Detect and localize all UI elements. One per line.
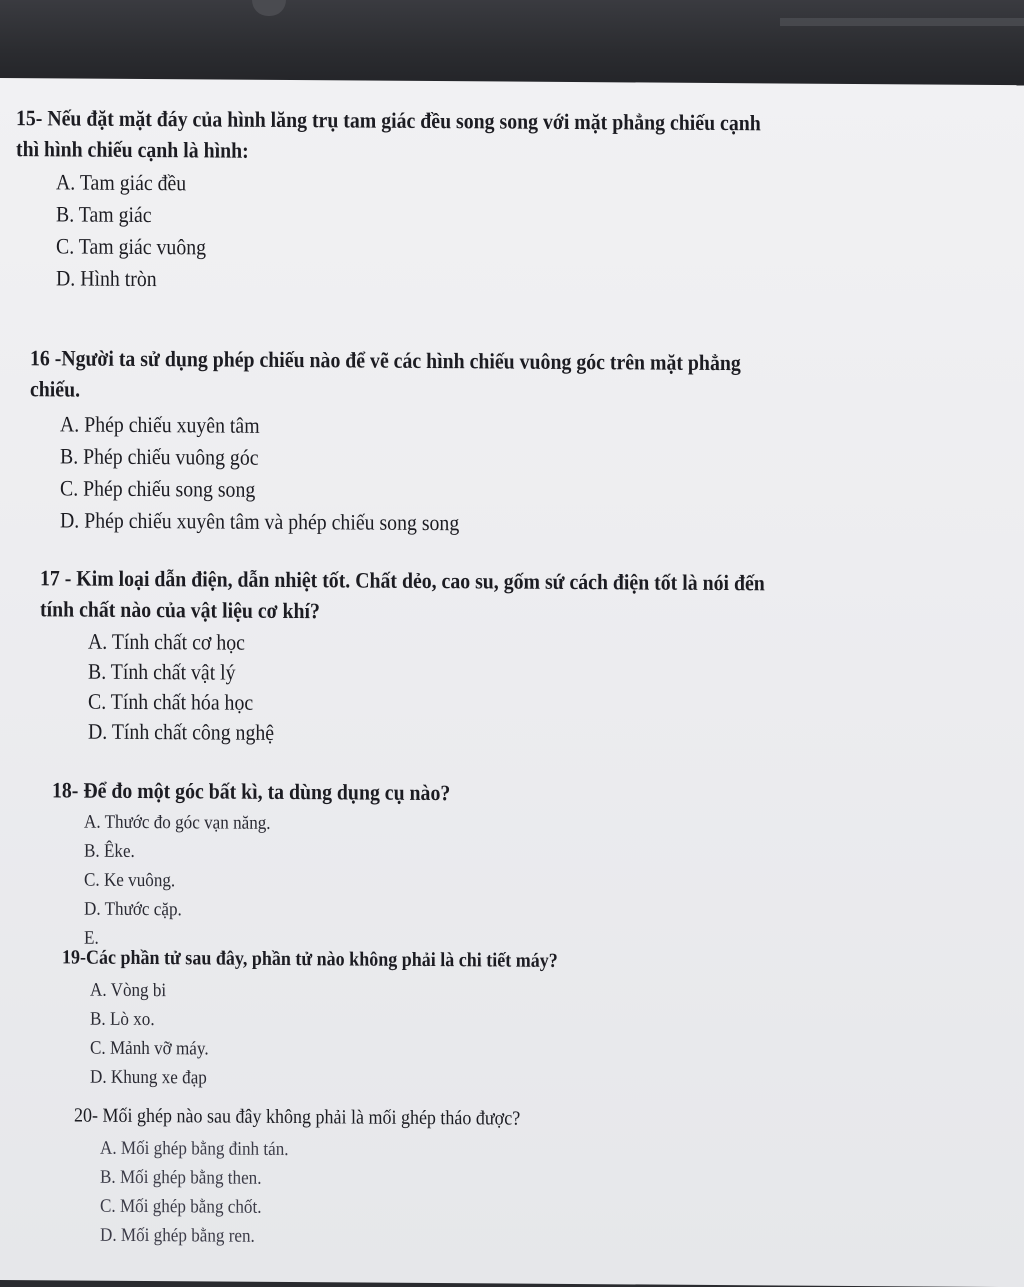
question-17-stem-line-2: tính chất nào của vật liệu cơ khí? — [40, 596, 320, 624]
question-19 — [62, 942, 613, 1095]
question-19-stem: 19-Các phần tử sau đây, phần tử nào không phải là chi tiết máy? — [62, 946, 558, 972]
webcam-housing — [252, 0, 286, 16]
question-20-option-a: A. Mối ghép bằng đinh tán. — [100, 1137, 289, 1161]
question-20-stem: 20- Mối ghép nào sau đây không phải là mối ghép tháo được? — [74, 1104, 521, 1130]
screen-document — [0, 78, 1024, 1287]
question-15-stem-line-1: 15- Nếu đặt mặt đáy của hình lăng trụ tam giác đều song song với mặt phẳng chiếu cạnh — [16, 105, 761, 136]
question-17-stem-line-1: 17 - Kim loại dẫn điện, dẫn nhiệt tốt. Chất dẻo, cao su, gốm sứ cách điện tốt là nói đến — [40, 565, 765, 596]
question-20-option-b: B. Mối ghép bằng then. — [100, 1166, 262, 1189]
question-18 — [52, 774, 495, 955]
question-16-option-a: A. Phép chiếu xuyên tâm — [60, 411, 260, 438]
question-18-stem: 18- Để đo một góc bất kì, ta dùng dụng cụ nào? — [52, 777, 451, 806]
question-20-option-c: C. Mối ghép bằng chốt. — [100, 1195, 262, 1218]
bezel-highlight — [780, 18, 1024, 26]
question-15 — [16, 102, 844, 300]
question-19-option-d: D. Khung xe đạp — [90, 1066, 207, 1089]
question-17-option-d: D. Tính chất công nghệ — [88, 718, 275, 745]
question-15-option-b: B. Tam giác — [56, 201, 152, 228]
question-16-stem-line-1: 16 -Người ta sử dụng phép chiếu nào để vẽ các hình chiếu vuông góc trên mặt phẳng — [30, 345, 741, 376]
question-17-option-c: C. Tính chất hóa học — [88, 688, 254, 715]
question-17-option-a: A. Tính chất cơ học — [88, 628, 245, 655]
question-18-option-a: A. Thước đo góc vạn năng. — [84, 811, 271, 834]
question-15-stem-line-2: thì hình chiếu cạnh là hình: — [16, 136, 249, 163]
question-18-option-e: E. — [84, 927, 99, 949]
question-16-stem-line-2: chiếu. — [30, 376, 81, 402]
question-17-option-b: B. Tính chất vật lý — [88, 658, 236, 685]
question-16 — [30, 342, 820, 542]
question-15-option-d: D. Hình tròn — [56, 265, 157, 292]
question-16-option-b: B. Phép chiếu vuông góc — [60, 443, 259, 470]
question-20-option-d: D. Mối ghép bằng ren. — [100, 1224, 255, 1247]
question-19-option-c: C. Mảnh vỡ máy. — [90, 1037, 209, 1060]
question-19-option-a: A. Vòng bi — [90, 979, 167, 1002]
question-17 — [40, 562, 845, 752]
question-18-option-b: B. Êke. — [84, 840, 135, 862]
question-16-option-c: C. Phép chiếu song song — [60, 475, 256, 502]
question-15-option-a: A. Tam giác đều — [56, 169, 187, 196]
question-20 — [74, 1101, 570, 1253]
question-19-option-b: B. Lò xo. — [90, 1008, 155, 1031]
question-15-option-c: C. Tam giác vuông — [56, 233, 207, 260]
question-16-option-d: D. Phép chiếu xuyên tâm và phép chiếu song song — [60, 507, 460, 536]
question-18-option-c: C. Ke vuông. — [84, 869, 176, 892]
question-18-option-d: D. Thước cặp. — [84, 898, 182, 921]
